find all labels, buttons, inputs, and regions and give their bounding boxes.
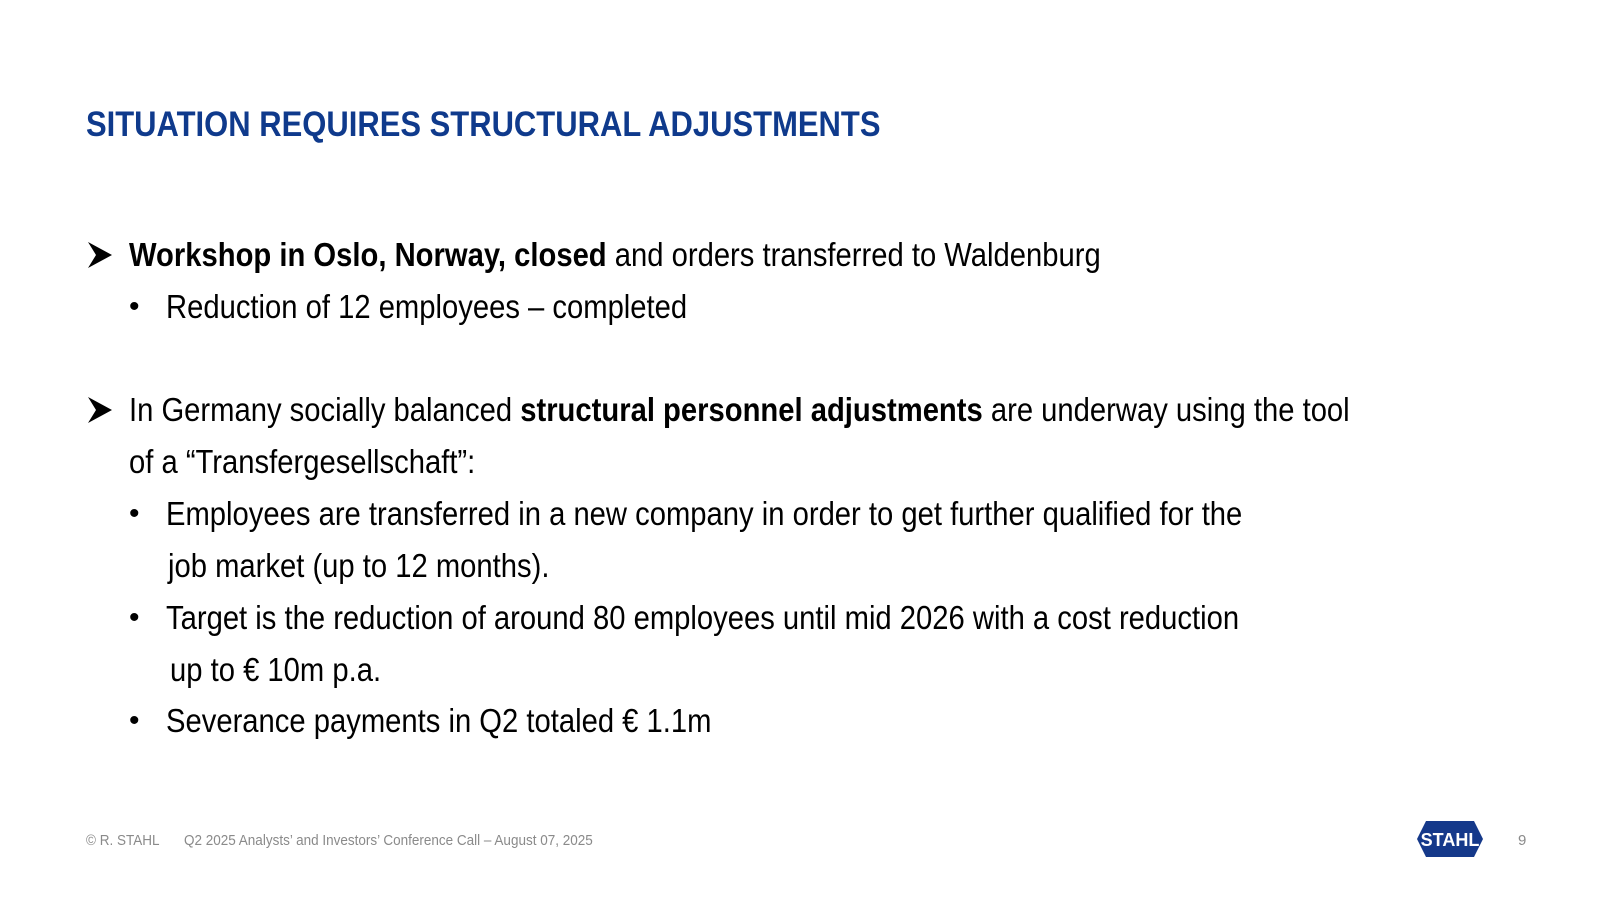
section-2-bullet-3: Severance payments in Q2 totaled € 1.1m bbox=[166, 702, 712, 739]
bullet-dot-icon: • bbox=[129, 497, 140, 530]
bullet-dot-icon: • bbox=[129, 601, 140, 634]
section-1-text: and orders transferred to Waldenburg bbox=[606, 236, 1101, 273]
stahl-logo bbox=[1416, 820, 1484, 858]
footer-copyright: © R. STAHL bbox=[86, 832, 160, 849]
section-1-heading bbox=[129, 235, 1101, 275]
section-2-pre: In Germany socially balanced bbox=[129, 391, 521, 428]
bullet-dot-icon: • bbox=[129, 704, 140, 737]
section-2-heading-line2: of a “Transfergesellschaft”: bbox=[129, 443, 476, 480]
bullet-dot-icon: • bbox=[129, 290, 140, 323]
logo-text: STAHL bbox=[1420, 830, 1480, 850]
section-1-bullet-1: Reduction of 12 employees – completed bbox=[166, 288, 688, 325]
section-2-bullet-1-line2: job market (up to 12 months). bbox=[168, 547, 550, 584]
page-number: 9 bbox=[1518, 832, 1527, 849]
section-2-heading bbox=[129, 390, 1350, 430]
section-1-bold: Workshop in Oslo, Norway, closed bbox=[129, 236, 607, 273]
section-2-post: are underway using the tool bbox=[982, 391, 1350, 428]
section-2-bold: structural personnel adjustments bbox=[520, 391, 983, 428]
slide-title: SITUATION REQUIRES STRUCTURAL ADJUSTMENTS bbox=[86, 105, 881, 144]
footer-event: Q2 2025 Analysts’ and Investors’ Conference Call – August 07, 2025 bbox=[184, 832, 593, 849]
arrow-bullet-icon bbox=[86, 240, 114, 270]
section-2-bullet-2-line2: up to € 10m p.a. bbox=[170, 651, 382, 688]
section-2-bullet-2-line1: Target is the reduction of around 80 employees until mid 2026 with a cost reduction bbox=[166, 599, 1240, 636]
arrow-bullet-icon bbox=[86, 395, 114, 425]
section-2-bullet-1-line1: Employees are transferred in a new company in order to get further qualified for the bbox=[166, 495, 1243, 532]
